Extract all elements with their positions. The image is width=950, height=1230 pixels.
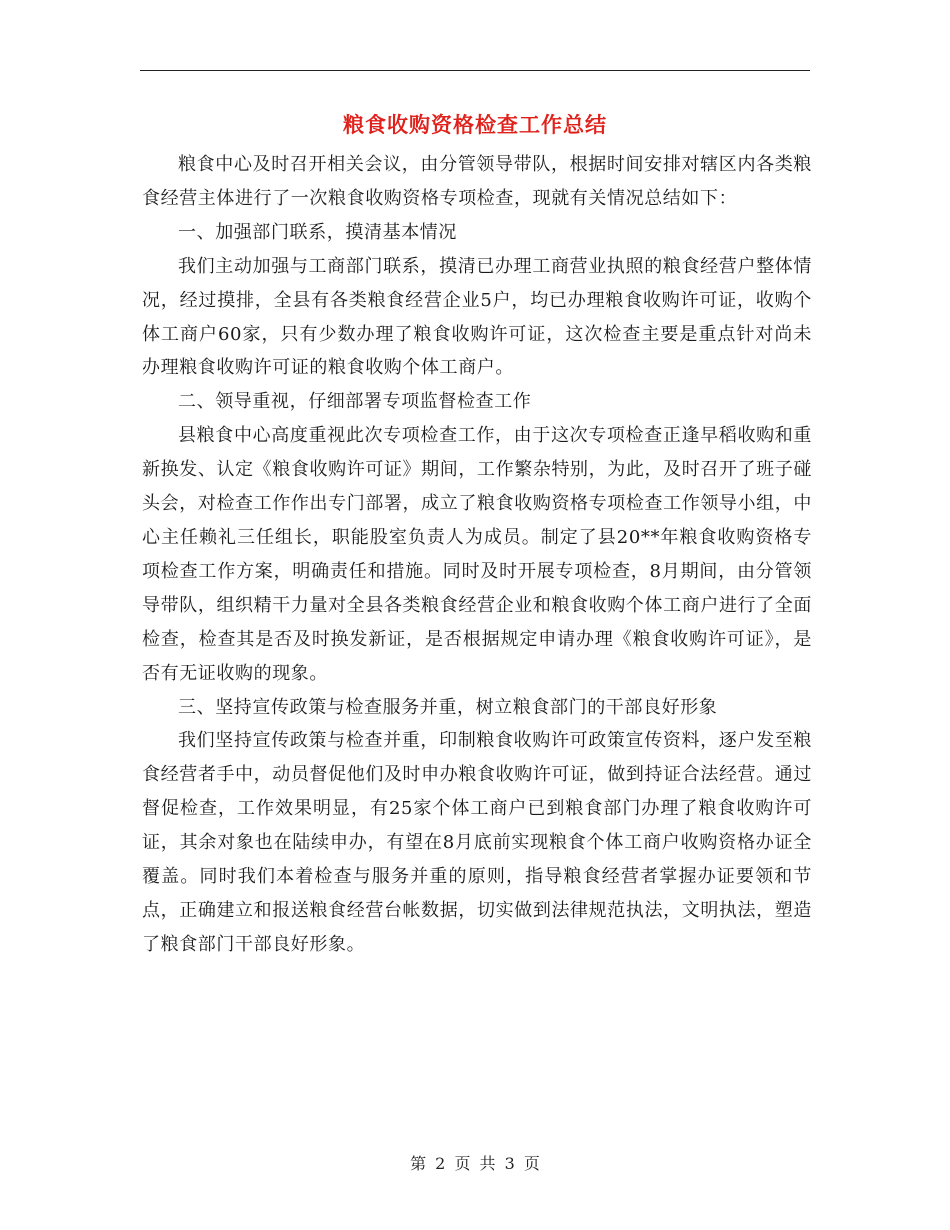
- section-paragraph-2: 县粮食中心高度重视此次专项检查工作，由于这次专项检查正逢早稻收购和重新换发、认定《粮食收购许可证》期间，工作繁杂特别，为此，及时召开了班子碰头会，对检查工作作出专门部署，成立了粮食收购资格专项检查工作领导小组，中心主任赖礼三任组长，职能股室负责人为成员。制定了县20**年粮食收购资格专项检查工作方案，明确责任和措施。同时及时开展专项检查，8月期间，由分管领导带队，组织精干力量对全县各类粮食经营企业和粮食收购个体工商户进行了全面检查，检查其是否及时换发新证，是否根据规定申请办理《粮食收购许可证》，是否有无证收购的现象。: [142, 425, 812, 684]
- section-heading-3: 三、坚持宣传政策与检查服务并重，树立粮食部门的干部良好形象: [178, 696, 718, 718]
- page-number-footer: 第 2 页 共 3 页: [410, 1154, 540, 1173]
- document-body: [142, 148, 812, 962]
- section-paragraph-1: 我们主动加强与工商部门联系，摸清已办理工商营业执照的粮食经营户整体情况，经过摸排，全县有各类粮食经营企业5户，均已办理粮食收购许可证，收购个体工商户60家，只有少数办理了粮食收购许可证，这次检查主要是重点针对尚未办理粮食收购许可证的粮食收购个体工商户。: [142, 255, 812, 379]
- header-rule: [140, 70, 810, 71]
- section-heading-1: 一、加强部门联系，摸清基本情况: [178, 221, 457, 243]
- intro-paragraph: 粮食中心及时召开相关会议，由分管领导带队，根据时间安排对辖区内各类粮食经营主体进行了一次粮食收购资格专项检查，现就有关情况总结如下：: [142, 154, 812, 209]
- section-heading-2: 二、领导重视，仔细部署专项监督检查工作: [178, 391, 532, 413]
- section-paragraph-3: 我们坚持宣传政策与检查并重，印制粮食收购许可政策宣传资料，逐户发至粮食经营者手中，动员督促他们及时申办粮食收购许可证，做到持证合法经营。通过督促检查，工作效果明显，有25家个体工商户已到粮食部门办理了粮食收购许可证，其余对象也在陆续申办，有望在8月底前实现粮食个体工商户收购资格办证全覆盖。同时我们本着检查与服务并重的原则，指导粮食经营者掌握办证要领和节点，正确建立和报送粮食经营台帐数据，切实做到法律规范执法，文明执法，塑造了粮食部门干部良好形象。: [142, 730, 812, 955]
- document-title: 粮食收购资格检查工作总结: [343, 112, 607, 137]
